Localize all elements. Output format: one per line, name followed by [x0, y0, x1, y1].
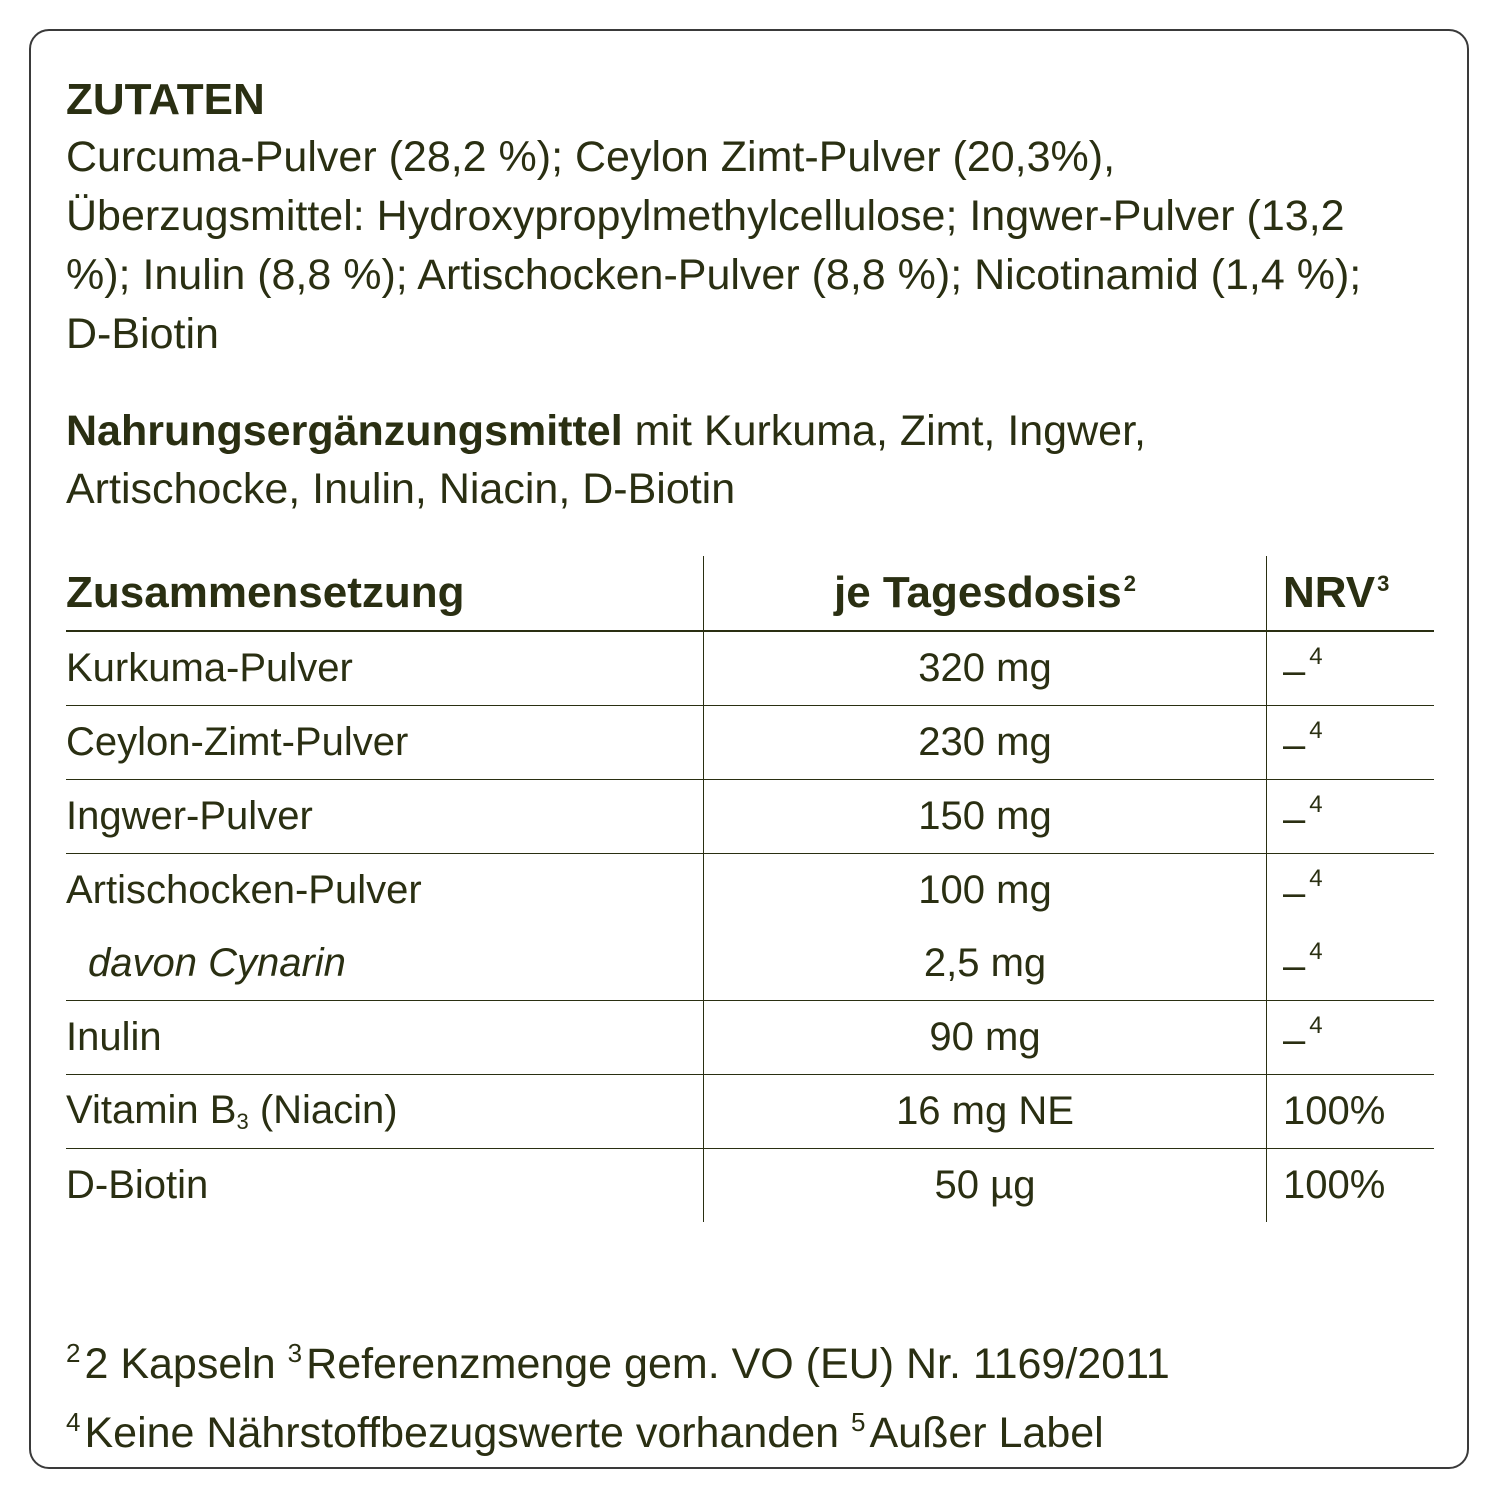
header-dose: je Tagesdosis$^2$	[704, 556, 1267, 631]
row-name: Kurkuma-Pulver	[66, 631, 704, 706]
table-row	[66, 706, 1434, 780]
row-name: D-Biotin	[66, 1163, 209, 1207]
row-nrv: 100%	[1267, 1075, 1435, 1149]
row-dose: 150 mg	[704, 780, 1267, 854]
table-row	[66, 1001, 1434, 1075]
row-nrv: 100%	[1267, 1149, 1435, 1223]
row-nrv: – $^4$	[1267, 927, 1435, 1001]
table-row	[66, 1075, 1434, 1149]
row-dose: 230 mg	[704, 706, 1267, 780]
row-name: Inulin	[66, 1001, 704, 1075]
row-name: Vitamin $B_3$ (Niacin)	[66, 1075, 704, 1149]
row-dose: 16 mg NE	[704, 1075, 1267, 1149]
row-nrv: – $^4$	[1267, 1001, 1435, 1075]
footnotes	[66, 1324, 1446, 1462]
header-composition: Zusammensetzung	[66, 556, 704, 631]
table-row	[66, 1149, 1434, 1223]
row-dose: 320 mg	[704, 631, 1267, 706]
row-name: Artischocken-Pulver	[66, 868, 422, 912]
row-name: davon Cynarin	[66, 927, 704, 1001]
table-row	[66, 631, 1434, 706]
table-row	[66, 854, 1434, 928]
label-content	[66, 72, 1436, 518]
footnote-line: $^2$2 Kapseln $^3$Referenzmenge gem. VO (EU) Nr. 1169/2011	[66, 1338, 1170, 1388]
product-description	[66, 402, 1166, 518]
row-dose: 50 µg	[704, 1149, 1267, 1223]
ingredients-text: Curcuma-Pulver (28,2 %); Ceylon Zimt-Pulver (20,3%), Überzugsmittel: Hydroxypropylmethylcellulose; Ingwer-Pulver (13,2 %); Inulin (8,8 %); Artischocken-Pulver (8,8 %); Nicotinamid (1,4 %); D-Biotin	[66, 133, 1362, 358]
composition-table	[66, 556, 1434, 1222]
product-type: Nahrungsergänzungsmittel	[66, 407, 623, 455]
row-dose: 100 mg	[704, 854, 1267, 928]
row-dose: 2,5 mg	[704, 927, 1267, 1001]
row-dose: 90 mg	[704, 1001, 1267, 1075]
ingredients-heading: ZUTATEN	[66, 75, 265, 124]
header-nrv: NRV$^3$	[1267, 556, 1435, 631]
header-nrv-footnote: 3	[1377, 571, 1390, 596]
header-dose-footnote: 2	[1123, 571, 1136, 596]
product-description-rest: mit Kurkuma, Zimt, Ingwer, Artischocke, Inulin, Niacin, D-Biotin	[66, 407, 1146, 513]
footnote-line: $^4$Keine Nährstoffbezugswerte vorhanden $^5$Außer Label	[66, 1407, 1104, 1457]
table-row	[66, 927, 1434, 1001]
row-nrv: – $^4$	[1267, 706, 1435, 780]
row-nrv: – $^4$	[1267, 631, 1435, 706]
row-name: Ingwer-Pulver	[66, 780, 704, 854]
row-nrv: – $^4$	[1267, 780, 1435, 854]
row-nrv: – $^4$	[1267, 854, 1435, 928]
row-name: Ceylon-Zimt-Pulver	[66, 706, 704, 780]
table-header-row	[66, 556, 1434, 631]
table-row	[66, 780, 1434, 854]
